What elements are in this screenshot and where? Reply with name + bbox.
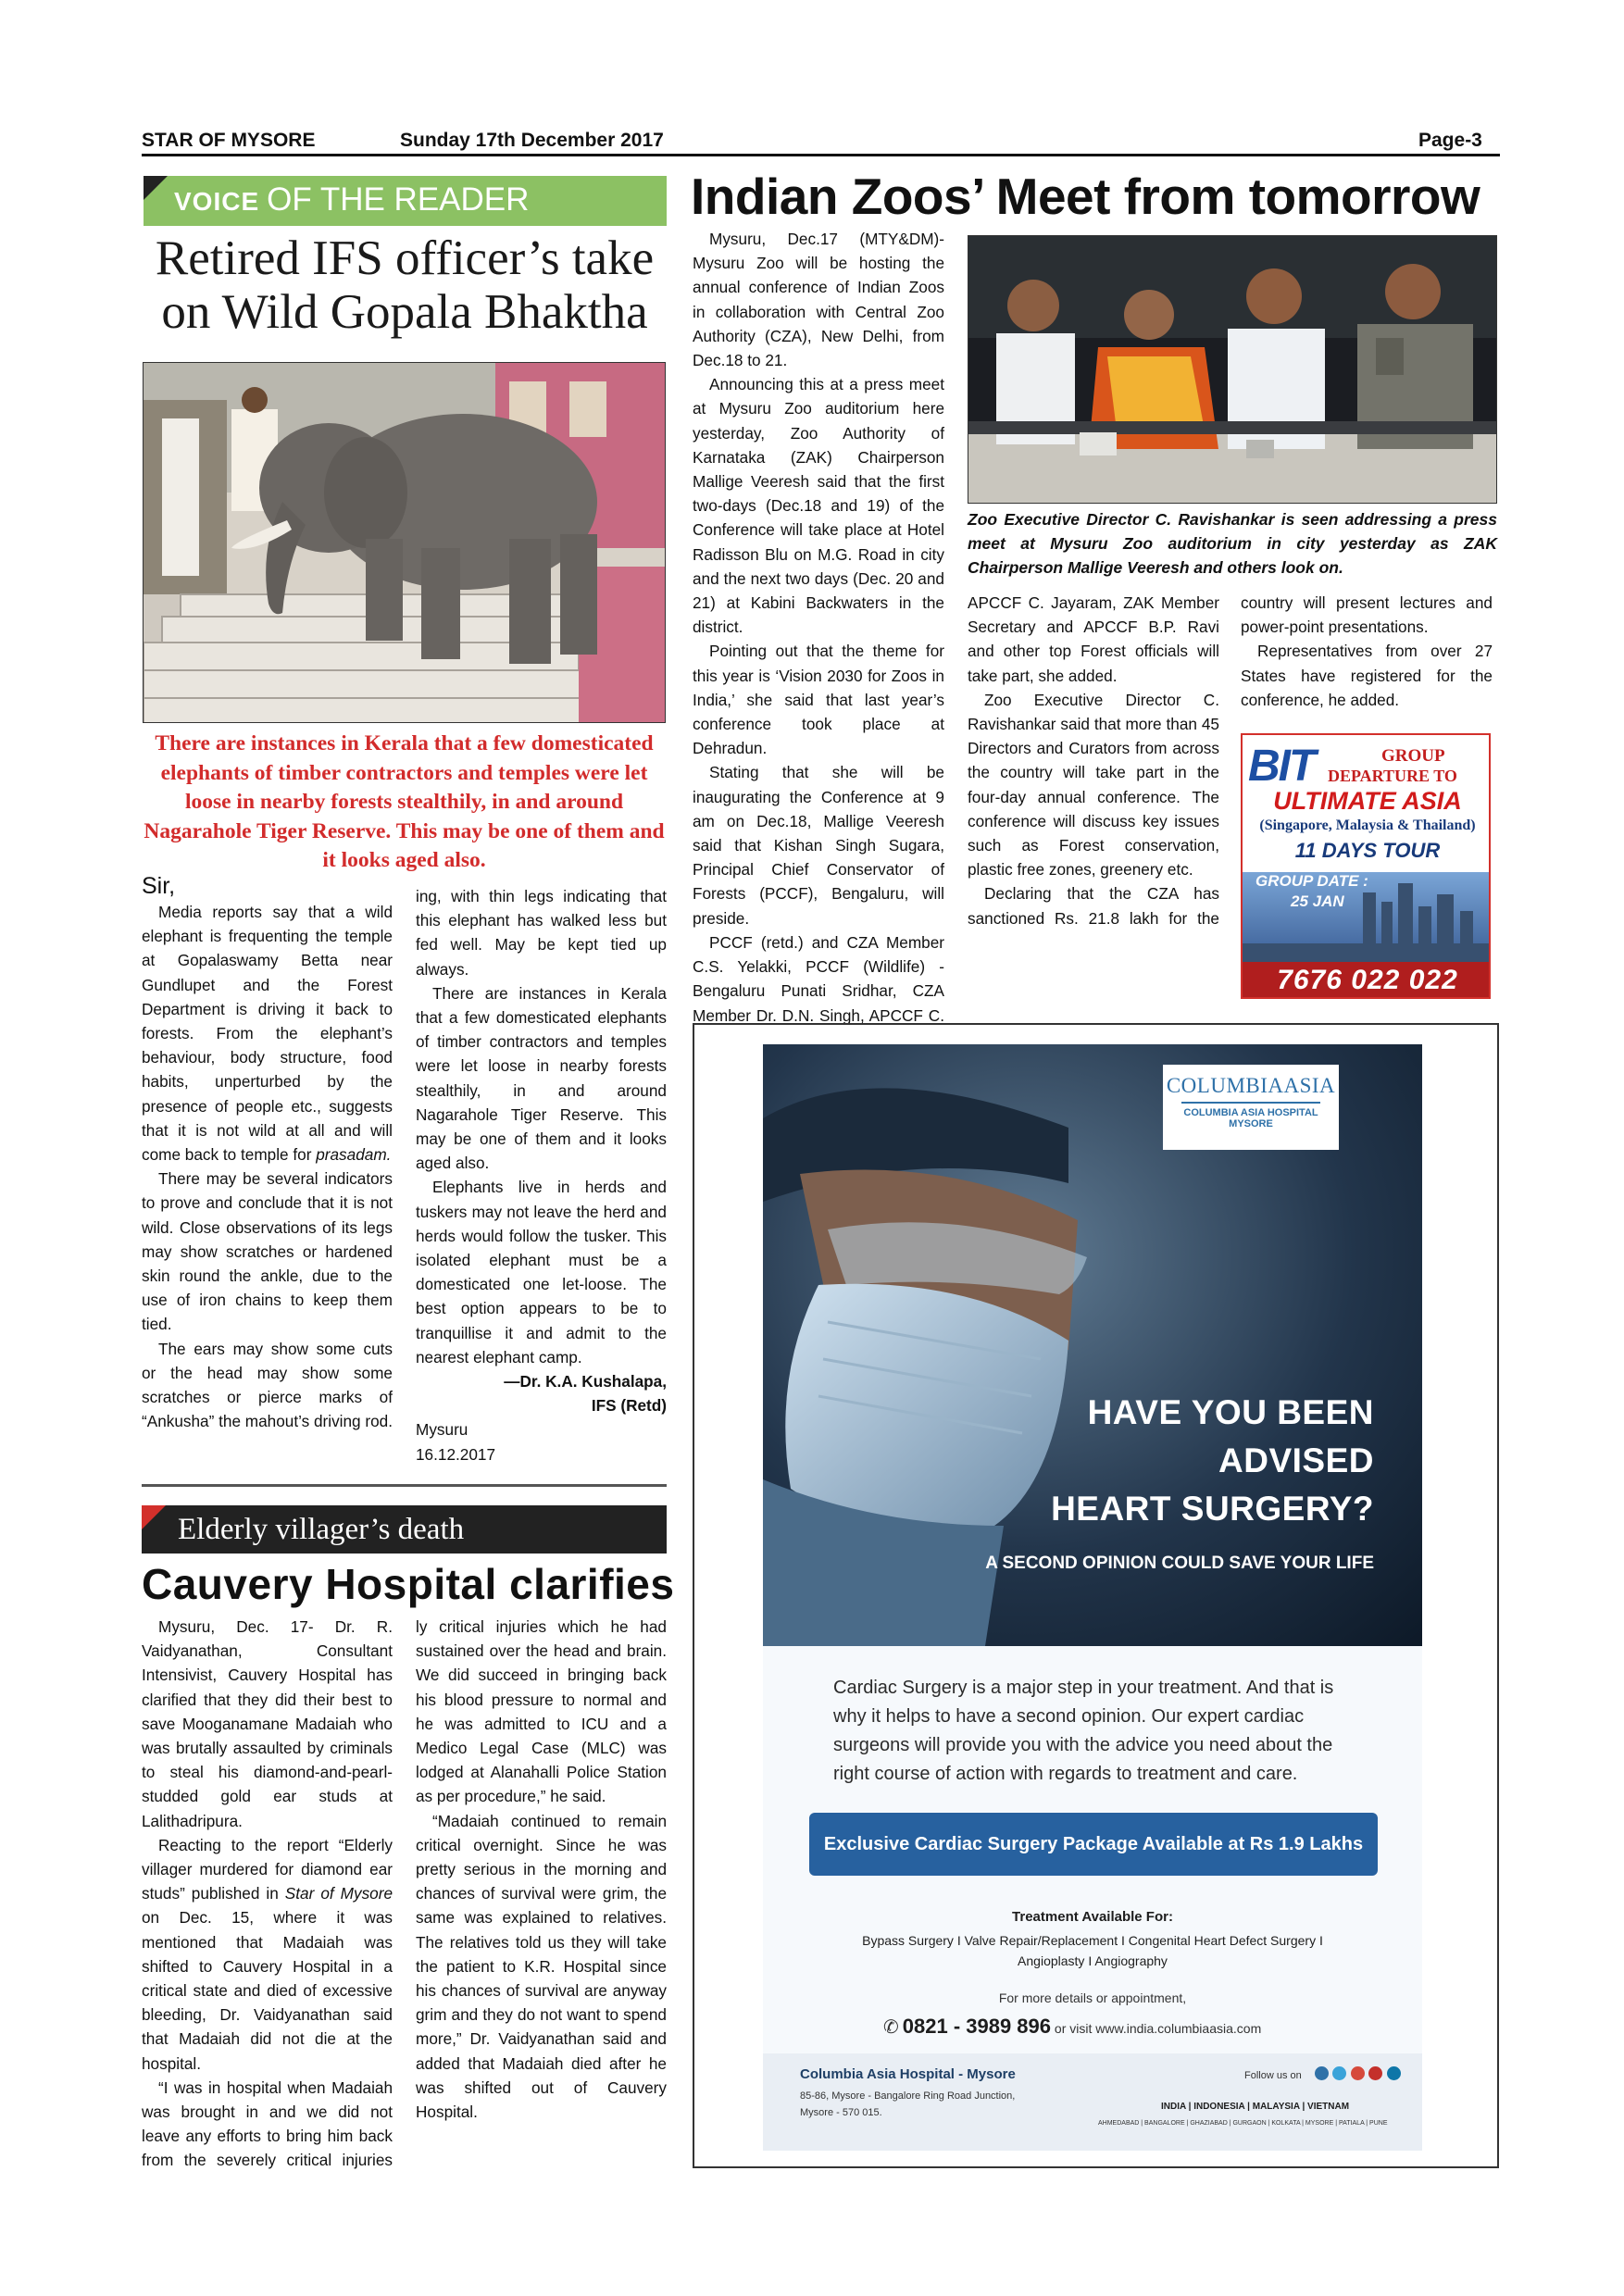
ad-headline-1: HAVE YOU BEEN xyxy=(1087,1393,1374,1431)
voice-signature-title: IFS (Retd) xyxy=(591,1396,667,1416)
zoo-column-1 xyxy=(693,227,944,1027)
section-divider xyxy=(142,1484,667,1487)
elephant-illustration xyxy=(144,363,666,723)
linkedin-icon[interactable] xyxy=(1387,2066,1401,2080)
press-meet-caption: Zoo Executive Director C. Ravishankar is seen addressing a press meet at Mysuru Zoo auditorium in city yesterday as ZAK Chairperson Mallige Veeresh and others look on. xyxy=(968,510,1497,577)
press-meet-illustration xyxy=(968,236,1497,504)
elephant-photo xyxy=(143,362,666,723)
voice-paragraph-1 xyxy=(142,900,393,1167)
phone-icon: ✆ xyxy=(883,2017,899,2038)
zoo-paragraph-3: Pointing out that the theme for this year is ‘Vision 2030 for Zoos in India,’ she said that last year’s conference took place at Dehradun. xyxy=(693,642,944,758)
headline-line-1: Retired IFS officer’s take xyxy=(155,231,655,285)
ad-headline-2: ADVISED xyxy=(1218,1441,1374,1479)
zoo-paragraph-5: PCCF (retd.) and CZA Member C.S. Yelakki, PCCF (Wildlife) - Bengaluru Punati Sridhar, CZA Member Dr. D.N. Singh, APCCF C. xyxy=(693,932,944,1025)
ad-details-line: For more details or appointment, xyxy=(998,1990,1187,2005)
voice-p1-italic: prasadam. xyxy=(316,1145,392,1165)
masthead-paper-name: STAR OF MYSORE xyxy=(142,130,316,151)
ad-website[interactable]: or visit www.india.columbiaasia.com xyxy=(1054,2021,1262,2036)
cauvery-column-1 xyxy=(142,1615,393,2172)
elderly-villager-tag: Elderly villager’s death xyxy=(178,1513,465,1546)
columbia-logo-sub2: MYSORE xyxy=(1229,1118,1273,1129)
package-banner[interactable]: Exclusive Cardiac Surgery Package Available at Rs 1.9 Lakhs xyxy=(809,1813,1378,1876)
voice-flag-corner xyxy=(144,176,168,200)
zoo-headline: Indian Zoos’ Meet from tomorrow xyxy=(691,168,1480,225)
zoo-paragraph-1: Mysuru, Dec.17 (MTY&DM)- Mysuru Zoo will be hosting the annual conference of Indian Zoos in collaboration with Central Zoo Authority (CZA), New Delhi, from Dec.18 to 21. xyxy=(693,230,944,370)
cauvery-column-2 xyxy=(416,1615,667,2124)
columbia-logo-sub1: COLUMBIA ASIA HOSPITAL xyxy=(1183,1107,1318,1118)
voice-paragraph-5: Elephants live in herds and tuskers may not leave the herd and herds would follow the tusker. This isolated elephant must be a domesticated one let-loose. The best option appears to be to tranquillise it and admit to the nearest elephant camp. xyxy=(416,1178,667,1366)
twitter-icon[interactable] xyxy=(1332,2066,1346,2080)
treatment-list-2: Angioplasty I Angiography xyxy=(1018,1953,1168,1968)
voice-paragraph-4: There are instances in Kerala that a few domesticated elephants of timber contractors and temples were let loose in nearby forests stealthily, in and around Nagarahole Tiger Reserve. This may be one of them and it looks aged also. xyxy=(416,983,667,1173)
bit-days: 11 DAYS TOUR xyxy=(1294,839,1441,862)
zoo-column-3 xyxy=(1241,591,1493,712)
zoo-paragraph-6: Zoo Executive Director C. Ravishankar said that more than 45 Directors and Curators from across the country will take part in the four-day annual conference. The conference will discuss key issues such as Forest conservation, plastic free zones, greenery etc. xyxy=(968,690,1219,880)
voice-p1-text: Media reports say that a wild elephant is frequenting the temple at Gopalaswamy Betta near Gundlupet and the Forest Department is driving it back to forests. From the elephant’s behaviour, body structure, food habits, unperturbed by the presence of people etc., suggests that it is not wild at all and will come back to temple for xyxy=(142,903,393,1165)
voice-signature-place: Mysuru xyxy=(416,1420,468,1440)
cauvery-p2-italic: Star of Mysore xyxy=(284,1884,393,1903)
elephant-photo-caption: There are instances in Kerala that a few domesticated elephants of timber contractors and temples were let loose in nearby forests stealthily, in and around Nagarahole Tiger Reserve. This may be one of them and it looks aged also. xyxy=(144,731,665,872)
social-icons xyxy=(1315,2066,1401,2085)
bit-phone[interactable]: 7676 022 022 xyxy=(1277,965,1458,995)
google-plus-icon[interactable] xyxy=(1351,2066,1365,2080)
treatment-title: Treatment Available For: xyxy=(1012,1909,1173,1925)
ad-subheadline: A SECOND OPINION COULD SAVE YOUR LIFE xyxy=(985,1554,1374,1573)
facebook-icon[interactable] xyxy=(1315,2066,1329,2080)
cauvery-paragraph-2 xyxy=(142,1833,393,2076)
zoo-paragraph-4: Stating that she will be inaugurating the Conference at 9 am on Dec.18, Mallige Veeresh said that Kishan Singh Sugara, Principal Chief Conservator of Forests (PCCF), Bengaluru, will preside. xyxy=(693,763,944,928)
footer-address-1: 85-86, Mysore - Bangalore Ring Road Junction, xyxy=(800,2090,1016,2102)
voice-signature-name: —Dr. K.A. Kushalapa, xyxy=(504,1372,667,1391)
ad-contact-line xyxy=(883,2015,1328,2039)
youtube-icon[interactable] xyxy=(1368,2066,1382,2080)
bit-group-date: 25 JAN xyxy=(1291,892,1344,910)
zoo-paragraph-7: Declaring that the CZA has sanctioned Rs. 21.8 lakh for the xyxy=(968,884,1219,928)
treatment-list-1: Bypass Surgery I Valve Repair/Replacement I Congenital Heart Defect Surgery I xyxy=(862,1933,1323,1948)
zoo-paragraph-8: Representatives from over 27 States have registered for the conference, he added. xyxy=(1241,642,1493,709)
voice-column-2 xyxy=(416,884,667,1466)
voice-paragraph-3: The ears may show some cuts or the head may show some scratches or pierce marks of “Ankusha” the mahout’s driving rod. xyxy=(142,1339,393,1431)
press-meet-photo xyxy=(968,235,1497,504)
bit-ultimate-asia: ULTIMATE ASIA xyxy=(1273,787,1462,815)
voice-signature-date: 16.12.2017 xyxy=(416,1444,496,1464)
zoo-paragraph-2: Announcing this at a press meet at Mysuru Zoo auditorium here yesterday, Zoo Authority of Karnataka (ZAK) Chairperson Mallige Veeresh said that the first two-days (Dec.18 and 19) of the Conference will take place at Hotel Radisson Blu on M.G. Road in city and the next two days (Dec. 20 and 21) at Kabini Backwaters in the district. xyxy=(693,375,944,637)
zoo-paragraph-7-continued: country will present lectures and power-point presentations. xyxy=(1241,593,1493,637)
cauvery-p2-a: Reacting to the report “Elderly villager murdered for diamond ear studs” published in xyxy=(142,1835,393,1903)
zoo-column-2 xyxy=(968,591,1219,930)
masthead-date: Sunday 17th December 2017 xyxy=(400,130,664,151)
footer-cities: AHMEDABAD | BANGALORE | GHAZIABAD | GURGAON | KOLKATA | MYSORE | PATIALA | PUNE xyxy=(1098,2120,1388,2127)
bit-departure: DEPARTURE TO xyxy=(1328,767,1457,785)
bit-group: GROUP xyxy=(1381,746,1445,766)
voice-salutation: Sir, xyxy=(142,873,176,899)
bit-countries: (Singapore, Malaysia & Thailand) xyxy=(1259,817,1476,833)
cauvery-paragraph-4: “Madaiah continued to remain critical overnight. Since he was pretty serious in the morning and chances of survival were grim, the same was explained to relatives. The relatives told us they will take the patient to K.R. Hospital since his chances of survival are anyway grim and they do not want to spend more,” Dr. Vaidyanathan said and added that Madaiah died after he was shifted out of Cauvery Hospital. xyxy=(416,1811,667,2122)
bit-logo: BIT xyxy=(1248,742,1315,791)
ad-body-text: Cardiac Surgery is a major step in your treatment. And that is why it helps to have a second opinion. Our expert cardiac surgeons will provide you with the advice you need about the right course of action with regards to treatment and care. xyxy=(833,1678,1334,1784)
footer-countries: INDIA | INDONESIA | MALAYSIA | VIETNAM xyxy=(1161,2102,1350,2112)
cauvery-paragraph-1: Mysuru, Dec. 17- Dr. R. Vaidyanathan, Consultant Intensivist, Cauvery Hospital has clarified that they did their best to save Mooganamane Madaiah who was brutally assaulted by criminals to steal his diamond-and-pearl-studded gold ear studs at Lalithadripura. xyxy=(142,1617,393,1830)
masthead-rule xyxy=(142,154,1500,156)
elderly-flag-corner xyxy=(142,1505,166,1529)
columbia-logo-rule xyxy=(1181,1102,1320,1104)
columbia-logo: COLUMBIAASIA xyxy=(1166,1074,1336,1097)
footer-hospital-name: Columbia Asia Hospital - Mysore xyxy=(800,2066,1016,2082)
footer-follow: Follow us on xyxy=(1244,2070,1302,2081)
retired-ifs-headline xyxy=(141,231,668,339)
cauvery-paragraph-3: “I was in hospital when Madaiah was brought in and we did not leave any efforts to bring him back from the severely critical injuries xyxy=(142,2078,393,2170)
cauvery-paragraph-3-continued: ly critical injuries which he had sustained over the head and brain. We did succeed in bringing back his blood pressure to normal and he was admitted to ICU and a Medico Legal Case (MLC) was lodged at Alanahalli Police Station as per procedure,” he said. xyxy=(416,1617,667,1806)
cauvery-p2-b: on Dec. 15, where it was mentioned that Madaiah was shifted to Cauvery Hospital in a critical state and died of excessive bleeding, Dr. Vaidyanathan said that Madaiah did not die at the hospital. xyxy=(142,1908,393,2073)
voice-of-reader-label xyxy=(174,181,529,218)
cauvery-headline: Cauvery Hospital clarifies xyxy=(142,1560,675,1608)
ad-headline xyxy=(1051,1389,1374,1533)
voice-label-rest: OF THE READER xyxy=(267,181,530,218)
ad-headline-3: HEART SURGERY? xyxy=(1051,1490,1374,1528)
voice-label-bold: VOICE xyxy=(174,187,260,216)
zoo-paragraph-5-continued: APCCF C. Jayaram, ZAK Member Secretary and APCCF B.P. Ravi and other top Forest officials will take part, she added. xyxy=(968,593,1219,685)
footer-address-2: Mysore - 570 015. xyxy=(800,2107,882,2118)
voice-paragraph-2: There may be several indicators to prove and conclude that it is not wild. Close observations of its legs may show scratches or hardened skin round the ankle, due to the use of iron chains to keep them tied. xyxy=(142,1169,393,1334)
columbia-asia-advertisement[interactable] xyxy=(763,1044,1422,2151)
voice-paragraph-3-continued: ing, with thin legs indicating that this elephant has walked less but fed well. May be kept tied up always. xyxy=(416,887,667,979)
columbia-logo-box xyxy=(1163,1065,1339,1150)
bit-group-date-label: GROUP DATE : xyxy=(1255,872,1368,890)
masthead-page-number: Page-3 xyxy=(1418,130,1482,151)
headline-line-2: on Wild Gopala Bhaktha xyxy=(161,285,648,339)
ad-phone[interactable]: 0821 - 3989 896 xyxy=(902,2015,1052,2038)
bit-tour-advertisement[interactable] xyxy=(1241,733,1491,999)
voice-column-1 xyxy=(142,872,393,1433)
